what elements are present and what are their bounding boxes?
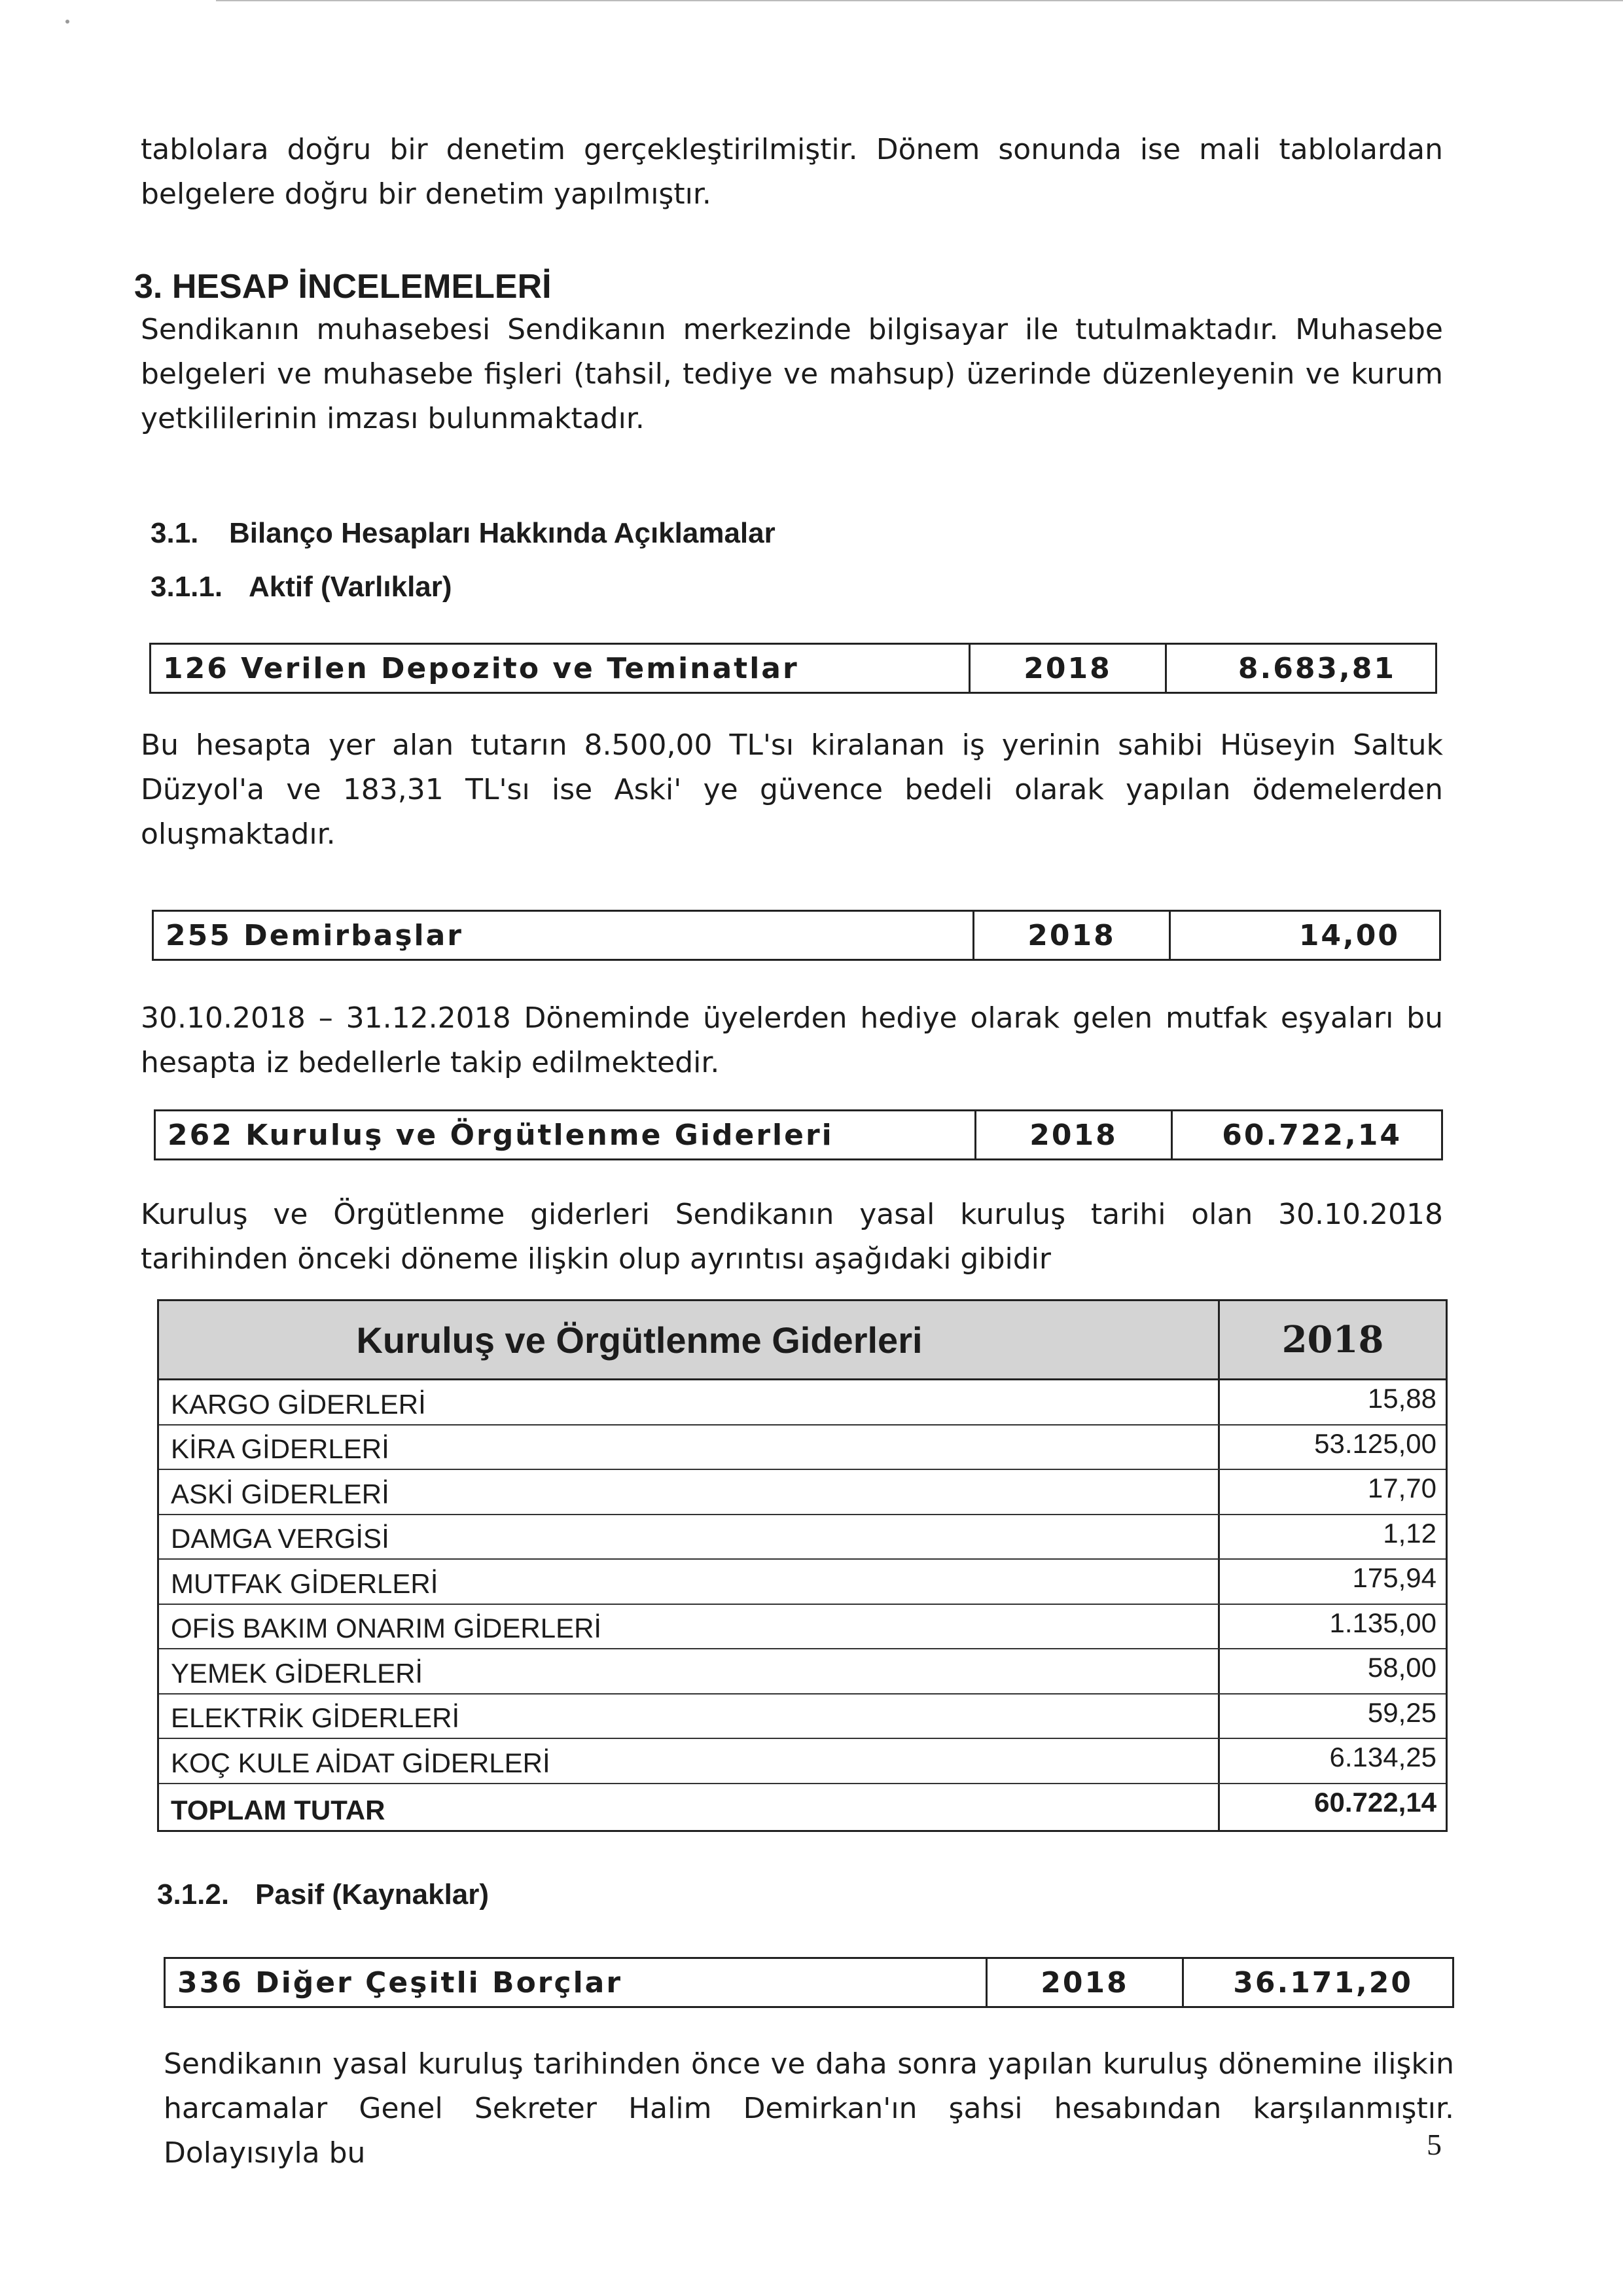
account-box-336 <box>164 1957 1454 2008</box>
account-336-note: Sendikanın yasal kuruluş tarihinden önce ve daha sonra yapılan kuruluş dönemine ilişkin harcamalar Genel Sekreter Halim Demirkan'ın şahsi hesabından karşılanmıştır. Dolayısıyla bu <box>164 2047 1454 2170</box>
row-label: ELEKTRİK GİDERLERİ <box>159 1695 1220 1738</box>
table-total-row <box>159 1784 1446 1830</box>
total-value: 60.722,14 <box>1314 1786 1436 1818</box>
row-label: ASKİ GİDERLERİ <box>159 1470 1220 1514</box>
page-number: 5 <box>1427 2128 1442 2161</box>
row-label: OFİS BAKIM ONARIM GİDERLERİ <box>159 1605 1220 1649</box>
row-label: DAMGA VERGİSİ <box>159 1515 1220 1559</box>
account-value: 60.722,14 <box>1222 1118 1402 1152</box>
row-value: 6.134,25 <box>1329 1742 1436 1772</box>
subsection-title: Aktif (Varlıklar) <box>249 571 452 603</box>
section-text: Sendikanın muhasebesi Sendikanın merkezinde bilgisayar ile tutulmaktadır. Muhasebe belgeleri ve muhasebe fişleri (tahsil, tediye ve mahsup) üzerinde düzenleyenin ve kurum yetkililerinin imzası bulunmaktadır. <box>141 313 1443 435</box>
account-name: 126 Verilen Depozito ve Teminatlar <box>151 645 971 692</box>
scan-edge-line <box>216 0 1623 1</box>
account-255-note: 30.10.2018 – 31.12.2018 Döneminde üyelerden hediye olarak gelen mutfak eşyaları bu hesapta iz bedellerle takip edilmektedir. <box>141 1001 1443 1079</box>
subsection-heading-3-1 <box>151 517 776 550</box>
total-label: TOPLAM TUTAR <box>159 1784 1220 1830</box>
account-name: 262 Kuruluş ve Örgütlenme Giderleri <box>156 1111 976 1158</box>
account-year: 2018 <box>974 912 1171 959</box>
account-year: 2018 <box>976 1111 1173 1158</box>
table-row <box>159 1739 1446 1784</box>
table-row <box>159 1649 1446 1695</box>
row-label: KOÇ KULE AİDAT GİDERLERİ <box>159 1739 1220 1783</box>
subsection-title: Bilanço Hesapları Hakkında Açıklamalar <box>229 517 776 549</box>
row-value: 175,94 <box>1352 1562 1436 1593</box>
account-262-note: Kuruluş ve Örgütlenme giderleri Sendikanın yasal kuruluş tarihi olan 30.10.2018 tarihinden önceki döneme ilişkin olup ayrıntısı aşağıdaki gibidir <box>141 1198 1443 1276</box>
account-box-126 <box>149 643 1437 694</box>
subsection-number: 3.1.2. <box>157 1878 230 1910</box>
row-label: MUTFAK GİDERLERİ <box>159 1560 1220 1604</box>
subsection-number: 3.1.1. <box>151 571 223 603</box>
row-label: KİRA GİDERLERİ <box>159 1426 1220 1469</box>
account-value: 8.683,81 <box>1238 651 1396 685</box>
row-value: 17,70 <box>1367 1473 1436 1503</box>
account-year: 2018 <box>971 645 1167 692</box>
scan-dot <box>65 20 69 24</box>
account-value: 36.171,20 <box>1233 1965 1413 2000</box>
table-row <box>159 1470 1446 1515</box>
subsection-heading-3-1-2 <box>157 1878 489 1911</box>
table-header-year: 2018 <box>1281 1318 1384 1361</box>
row-value: 1,12 <box>1383 1517 1436 1549</box>
row-value: 58,00 <box>1367 1652 1436 1683</box>
row-value: 59,25 <box>1367 1696 1436 1728</box>
expense-table <box>157 1299 1448 1832</box>
account-126-note: Bu hesapta yer alan tutarın 8.500,00 TL'sı kiralanan iş yerinin sahibi Hüseyin Saltuk Düzyol'a ve 183,31 TL'sı ise Aski' ye güvence bedeli olarak yapılan ödemelerden oluşmaktadır. <box>141 728 1443 851</box>
table-row <box>159 1380 1446 1426</box>
intro-paragraph: tablolara doğru bir denetim gerçekleştirilmiştir. Dönem sonunda ise mali tablolardan belgelere doğru bir denetim yapılmıştır. <box>141 133 1443 211</box>
account-value: 14,00 <box>1298 918 1400 952</box>
account-name: 336 Diğer Çeşitli Borçlar <box>166 1959 988 2006</box>
table-row <box>159 1426 1446 1471</box>
section-title: 3. HESAP İNCELEMELERİ <box>134 268 552 306</box>
table-row <box>159 1560 1446 1605</box>
subsection-heading-3-1-1 <box>151 571 452 603</box>
table-row <box>159 1605 1446 1650</box>
table-row <box>159 1515 1446 1560</box>
table-header <box>159 1301 1446 1380</box>
row-label: KARGO GİDERLERİ <box>159 1380 1220 1424</box>
account-year: 2018 <box>988 1959 1184 2006</box>
table-header-title: Kuruluş ve Örgütlenme Giderleri <box>159 1301 1220 1378</box>
row-value: 53.125,00 <box>1314 1427 1436 1459</box>
row-value: 1.135,00 <box>1329 1607 1436 1638</box>
subsection-number: 3.1. <box>151 517 199 549</box>
row-value: 15,88 <box>1367 1383 1436 1414</box>
account-name: 255 Demirbaşlar <box>154 912 974 959</box>
row-label: YEMEK GİDERLERİ <box>159 1649 1220 1693</box>
account-box-255 <box>152 910 1441 961</box>
account-box-262 <box>154 1109 1443 1160</box>
table-row <box>159 1695 1446 1740</box>
subsection-title: Pasif (Kaynaklar) <box>255 1878 490 1910</box>
